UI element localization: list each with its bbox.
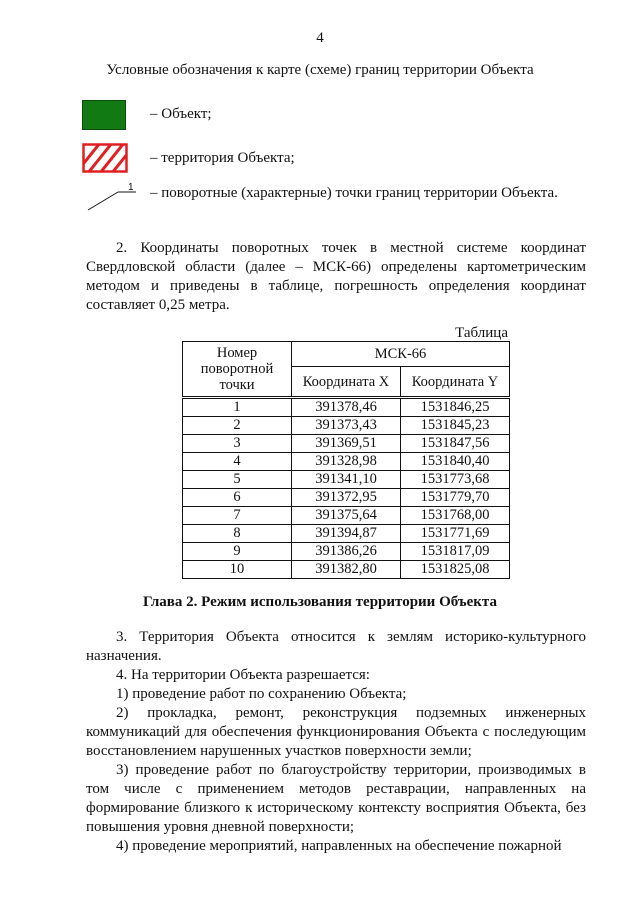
table-row: [183, 435, 510, 453]
object-fill-swatch: [82, 100, 126, 130]
point-number-cell: 8: [183, 525, 292, 543]
point-number-cell: 2: [183, 417, 292, 435]
table-row: [183, 561, 510, 579]
coord-y-cell: 1531825,08: [401, 561, 510, 579]
table-row: [183, 398, 510, 417]
coord-x-cell: 391378,46: [292, 398, 401, 417]
point-number-cell: 5: [183, 471, 292, 489]
table-row: [183, 543, 510, 561]
coord-x-cell: 391372,95: [292, 489, 401, 507]
page-number: 4: [316, 30, 324, 46]
header-point-number: Номер поворотной точки: [183, 342, 292, 398]
legend-territory-label: – территория Объекта;: [150, 150, 295, 166]
header-coordinate-system: МСК-66: [292, 342, 510, 367]
coord-y-cell: 1531779,70: [401, 489, 510, 507]
paragraph-4-item-2: 2) прокладка, ремонт, реконструкция подземных инженерных коммуникаций для обеспечения функционирования Объекта с последующим восстановлением нарушенных участков поверхности земли;: [86, 705, 586, 759]
paragraph-4-item-3: 3) проведение работ по благоустройству территории, производимых в том числе с применением методов реставрации, направленных на формирование близкого к историческому контексту восприятия Объекта, без повышения уровня дневной поверхности;: [86, 762, 586, 835]
coordinates-table: [182, 341, 510, 579]
coord-y-cell: 1531768,00: [401, 507, 510, 525]
table-row: [183, 453, 510, 471]
coord-y-cell: 1531840,40: [401, 453, 510, 471]
coord-y-cell: 1531771,69: [401, 525, 510, 543]
point-number-cell: 7: [183, 507, 292, 525]
paragraph-4-item-4: 4) проведение мероприятий, направленных на обеспечение пожарной: [116, 838, 562, 854]
table-row: [183, 471, 510, 489]
table-caption: Таблица: [455, 325, 508, 341]
point-marker-number: 1: [128, 182, 134, 193]
coord-y-cell: 1531846,25: [401, 398, 510, 417]
chapter-title: Глава 2. Режим использования территории Объекта: [143, 594, 497, 610]
coord-y-cell: 1531817,09: [401, 543, 510, 561]
legend-point-label: – поворотные (характерные) точки границ территории Объекта.: [150, 185, 558, 201]
point-number-cell: 9: [183, 543, 292, 561]
header-coordinate-y: Координата Y: [401, 367, 510, 398]
table-row: [183, 507, 510, 525]
point-number-cell: 1: [183, 398, 292, 417]
point-number-cell: 10: [183, 561, 292, 579]
point-number-cell: 4: [183, 453, 292, 471]
coord-x-cell: 391394,87: [292, 525, 401, 543]
turning-point-icon: [86, 178, 142, 212]
coord-x-cell: 391341,10: [292, 471, 401, 489]
coord-x-cell: 391328,98: [292, 453, 401, 471]
section-2-text: 2. Координаты поворотных точек в местной системе координат Свердловской области (далее – МСК-66) определены картометрическим методом и приведены в таблице, погрешность определения координат составляет 0,25 метра.: [86, 240, 586, 313]
legend-object-label: – Объект;: [150, 106, 212, 122]
coord-x-cell: 391382,80: [292, 561, 401, 579]
header-coordinate-x: Координата X: [292, 367, 401, 398]
coord-x-cell: 391375,64: [292, 507, 401, 525]
table-row: [183, 525, 510, 543]
coord-y-cell: 1531847,56: [401, 435, 510, 453]
legend-territory-swatch: [82, 143, 128, 173]
paragraph-4-item-1: 1) проведение работ по сохранению Объекта;: [116, 686, 407, 702]
coord-x-cell: 391373,43: [292, 417, 401, 435]
coord-x-cell: 391369,51: [292, 435, 401, 453]
legend-point-marker: [86, 178, 142, 212]
coord-y-cell: 1531845,23: [401, 417, 510, 435]
coord-x-cell: 391386,26: [292, 543, 401, 561]
hatched-territory-icon: [82, 143, 128, 173]
coord-y-cell: 1531773,68: [401, 471, 510, 489]
paragraph-3: 3. Территория Объекта относится к землям историко-культурного назначения.: [86, 629, 586, 664]
paragraph-4: 4. На территории Объекта разрешается:: [116, 667, 370, 683]
table-row: [183, 489, 510, 507]
point-number-cell: 3: [183, 435, 292, 453]
point-number-cell: 6: [183, 489, 292, 507]
table-row: [183, 417, 510, 435]
legend-title: Условные обозначения к карте (схеме) границ территории Объекта: [106, 62, 534, 78]
legend-object-swatch: [82, 100, 126, 130]
